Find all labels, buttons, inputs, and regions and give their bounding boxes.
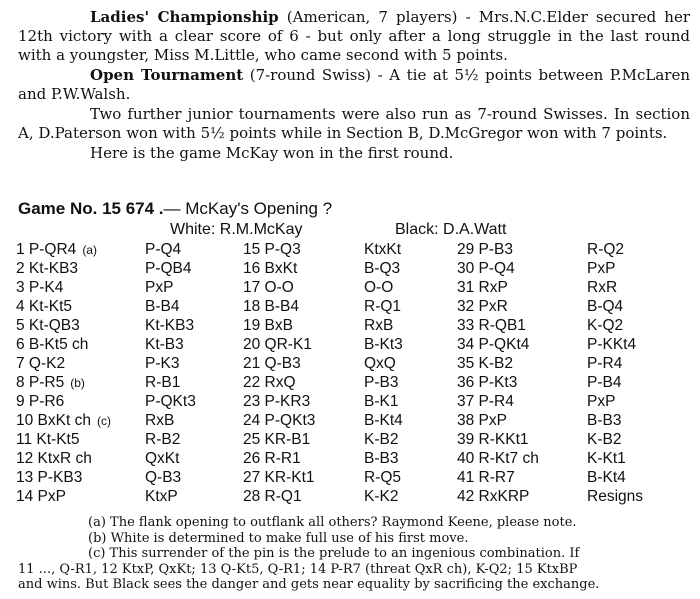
open-tournament-title: Open Tournament [90, 66, 244, 84]
white-move: 16 BxKt [243, 260, 298, 277]
white-move: 42 RxKRP [457, 488, 530, 505]
white-move-cell [16, 412, 111, 430]
white-move: 8 P-R5 [16, 374, 65, 391]
white-move: 34 P-QKt4 [457, 336, 530, 353]
white-move: 41 R-R7 [457, 469, 515, 486]
ladies-championship-text: (American, 7 players) - Mrs.N.C.Elder secured her 12th victory with a clear score of 6 - but only after a long struggle in the last round with a youngster, Miss M.Little, who came second with 5 points. [18, 8, 690, 64]
open-tournament-text: (7-round Swiss) - A tie at 5½ points between P.McLaren and P.W.Walsh. [18, 66, 690, 103]
white-move: 5 Kt-QB3 [16, 317, 80, 334]
black-move: P-R4 [587, 355, 623, 372]
black-move: K-Q2 [587, 317, 624, 334]
black-move: P-K3 [145, 355, 180, 372]
black-move: K-B2 [587, 431, 622, 448]
white-move: 15 P-Q3 [243, 241, 301, 258]
white-move: 13 P-KB3 [16, 469, 83, 486]
black-move: B-B3 [587, 412, 622, 429]
black-player: Black: D.A.Watt [395, 221, 507, 238]
black-move: Q-B3 [145, 469, 182, 486]
white-move: 19 BxB [243, 317, 293, 334]
black-move: P-B3 [364, 374, 399, 391]
game-intro-paragraph: Here is the game McKay won in the first round. [90, 144, 454, 162]
white-move: 6 B-Kt5 ch [16, 336, 89, 353]
move-row [0, 374, 700, 392]
open-tournament-paragraph [18, 66, 690, 104]
white-move: 24 P-QKt3 [243, 412, 316, 429]
move-row [0, 412, 700, 430]
move-row [0, 488, 700, 506]
black-move: P-QKt3 [145, 393, 196, 410]
note-reference: (a) [82, 243, 97, 257]
white-move: 25 KR-B1 [243, 431, 311, 448]
white-move: 2 Kt-KB3 [16, 260, 79, 277]
white-move: 39 R-KKt1 [457, 431, 529, 448]
move-row [0, 355, 700, 373]
black-move: RxB [364, 317, 394, 334]
white-move: 14 PxP [16, 488, 66, 505]
black-move: B-Q4 [587, 298, 624, 315]
move-row [0, 279, 700, 297]
black-move: R-Q2 [587, 241, 625, 258]
white-move: 11 Kt-Kt5 [16, 431, 80, 448]
white-move: 1 P-QR4 [16, 241, 77, 258]
black-move: B-B4 [145, 298, 180, 315]
black-move: B-Kt4 [364, 412, 403, 429]
white-move: 26 R-R1 [243, 450, 301, 467]
black-move: P-QB4 [145, 260, 192, 277]
black-move: PxP [145, 279, 174, 296]
white-move: 30 P-Q4 [457, 260, 515, 277]
note-reference: (c) [96, 414, 111, 428]
white-move: 36 P-Kt3 [457, 374, 518, 391]
white-move: 17 O-O [243, 279, 294, 296]
black-move: PxP [587, 260, 616, 277]
move-row [0, 450, 700, 468]
white-move: 23 P-KR3 [243, 393, 311, 410]
black-move: K-B2 [364, 431, 399, 448]
black-move: B-Kt3 [364, 336, 403, 353]
white-move: 20 QR-K1 [243, 336, 312, 353]
white-move: 12 KtxR ch [16, 450, 92, 467]
black-move: R-Q5 [364, 469, 402, 486]
white-move: 40 R-Kt7 ch [457, 450, 539, 467]
white-player: White: R.M.McKay [170, 221, 303, 238]
move-row [0, 393, 700, 411]
white-move: 37 P-R4 [457, 393, 514, 410]
junior-tournaments-paragraph: Two further junior tournaments were also run as 7-round Swisses. In section A, D.Paterson won with 5½ points while in Section B, D.McGregor won with 7 points. [18, 105, 690, 142]
move-row [0, 298, 700, 316]
black-move: QxQ [364, 355, 396, 372]
white-move-cell [16, 374, 85, 392]
black-move: K-Kt1 [587, 450, 626, 467]
white-move: 32 PxR [457, 298, 508, 315]
opening-name: — McKay's Opening ? [163, 199, 333, 218]
white-move: 18 B-B4 [243, 298, 300, 315]
white-move: 3 P-K4 [16, 279, 64, 296]
white-move: 10 BxKt ch [16, 412, 91, 429]
black-move: R-B2 [145, 431, 181, 448]
ladies-championship-paragraph [18, 8, 690, 65]
black-move: Kt-B3 [145, 336, 184, 353]
black-move: P-B4 [587, 374, 622, 391]
white-move: 21 Q-B3 [243, 355, 301, 372]
white-move: 38 PxP [457, 412, 507, 429]
white-move: 35 K-B2 [457, 355, 514, 372]
white-move: 28 R-Q1 [243, 488, 302, 505]
black-move: B-Q3 [364, 260, 401, 277]
black-move: K-K2 [364, 488, 399, 505]
game-heading [18, 199, 332, 219]
white-move: 31 RxP [457, 279, 508, 296]
black-move: P-Q4 [145, 241, 182, 258]
note-a: (a) The flank opening to outflank all others? Raymond Keene, please note. [88, 515, 577, 530]
ladies-championship-title: Ladies' Championship [90, 8, 279, 26]
note-c-line-1: (c) This surrender of the pin is the prelude to an ingenious combination. If [88, 546, 580, 561]
black-move: P-KKt4 [587, 336, 637, 353]
black-move: QxKt [145, 450, 180, 467]
black-move: PxP [587, 393, 616, 410]
white-move-cell [16, 241, 97, 259]
note-c-line-2: 11 ..., Q-R1, 12 KtxP, QxKt; 13 Q-Kt5, Q-R1; 14 P-R7 (threat QxR ch), K-Q2; 15 KtxBP [18, 561, 578, 577]
black-move: R-B1 [145, 374, 181, 391]
black-move: O-O [364, 279, 394, 296]
black-move: Kt-KB3 [145, 317, 195, 334]
move-row [0, 260, 700, 278]
move-row [0, 336, 700, 354]
black-move: Resigns [587, 488, 643, 505]
white-move: 7 Q-K2 [16, 355, 66, 372]
white-move: 33 R-QB1 [457, 317, 526, 334]
move-row [0, 317, 700, 335]
move-row [0, 431, 700, 449]
white-move: 29 P-B3 [457, 241, 514, 258]
black-move: B-B3 [364, 450, 399, 467]
black-move: KtxKt [364, 241, 402, 258]
game-number: Game No. 15 674 . [18, 199, 164, 218]
note-c-line-3: and wins. But Black sees the danger and gets near equality by sacrificing the exchange. [18, 577, 600, 592]
note-b: (b) White is determined to make full use of his first move. [88, 530, 469, 546]
move-row [0, 241, 700, 259]
white-move: 9 P-R6 [16, 393, 65, 410]
black-move: RxB [145, 412, 175, 429]
note-reference: (b) [70, 376, 85, 390]
black-move: RxR [587, 279, 618, 296]
black-move: R-Q1 [364, 298, 402, 315]
black-move: B-Kt4 [587, 469, 626, 486]
white-move: 27 KR-Kt1 [243, 469, 315, 486]
move-row [0, 469, 700, 487]
annotations [18, 515, 690, 593]
black-move: KtxP [145, 488, 178, 505]
black-move: B-K1 [364, 393, 399, 410]
white-move: 4 Kt-Kt5 [16, 298, 72, 315]
white-move: 22 RxQ [243, 374, 296, 391]
